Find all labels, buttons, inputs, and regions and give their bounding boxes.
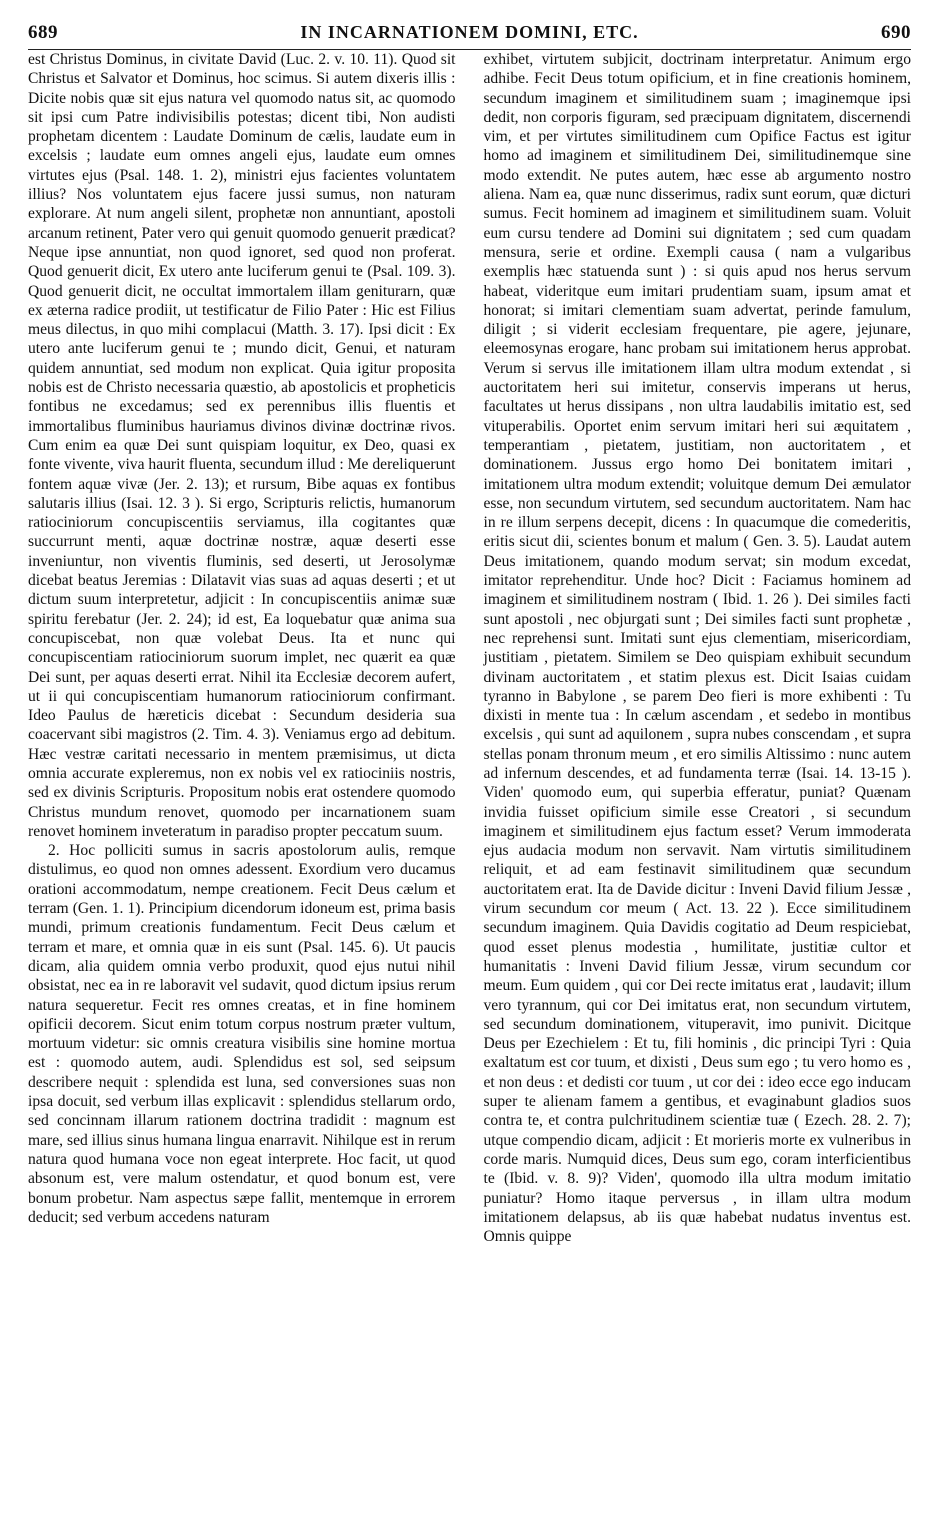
text-columns	[28, 50, 911, 1530]
right-column	[470, 50, 912, 1530]
paragraph: exhibet, virtutem subjicit, doctrinam interpretatur. Animum ergo adhibe. Fecit Deus totum opificium, et in fine creationis hominem, secundum imaginem et similitudinem suam ; imaginemque ipsi dedit, non corporis figuram, sed præcipuam dignitatem, discernendi vim, et per virtutes similitudinem cum Opifice Factus est igitur homo ad imaginem et similitudinem Dei, similitudinemque sine modo extendit. Ne putes autem, hæc esse ab argumento nostro aliena. Nam ea, quæ nunc disserimus, radix sunt eorum, quæ dicturi sumus. Fecit hominem ad imaginem et similitudinem suam. Voluit eum cursu tendere ad Domini sui dignitatem ; sed cum quadam mensura, serie et ordine. Exempli causa ( nam a vulgaribus exemplis hæc statuenda sunt ) : si quis apud nos herus servum habeat, videritque eum imitari prudentiam suam, ipsum amat et honorat; si imitari clementiam suam advertat, perinde famulum, diligit ; si viderit ecclesiam frequentare, pie agere, jejunare, eleemosynas erogare, hanc probam sui imitationem herus approbat. Verum si servus ille imitationem illam ultra modum extendat , si auctoritatem heri sui imitetur, conservis imperans ut herus, facultates ut herus dissipans , non ultra laudabilis imitatio est, sed vituperabilis. Oportet enim servum imitari heri sui æquitatem , temperantiam , pietatem, justitiam, non auctoritatem , et dominationem. Jussus ergo homo Dei bonitatem imitari , imitationem ultra modum extendit; voluitque demum Dei æmulator esse, non secundum virtutem, sed secundum auctoritatem. Nam hac in re illum serpens decepit, dicens : In quacumque die comederitis, eritis sicut dii, scientes bonum et malum ( Gen. 3. 5). Laudat autem Deus imitationem, quando modum servat; sin modum excedat, imitator reprehenditur. Unde hoc? Dicit : Faciamus hominem ad imaginem et similitudinem nostram ( Ibid. 1. 26 ). Dei similes facti sunt apostoli , nec objurgati sunt ; Dei similes facti sunt prophetæ , nec reprehensi sunt. Imitati sunt ejus clementiam, misericordiam, justitiam , pietatem. Similem se Deo quispiam exhibuit secundum divinam auctoritatem , et statim plexus est. Dicit Isaias cuidam tyranno in Babylone , se parem Deo fieri is more exhibenti : Tu dixisti in mente tua : In cælum ascendam , et sedebo in montibus excelsis , qui sunt ad aquilonem , supra nubes conscendam , et supra stellas ponam thronum meum , et ero similis Altissimo : nunc autem ad infernum descendes, et ad fundamenta terræ (Isai. 14. 13-15 ). Viden' quomodo eum, qui superbia efferatur, puniat? Quænam invidia fuisset opificium simile esse Creatori , si secundum imaginem et similitudinem ejus factum esset? Verum immoderata ejus audacia modum non servavit. Nam virtutis similitudinem reliquit, et ad eam festinavit similitudinem quæ secundum auctoritatem erat. Ita de Davide dicitur : Inveni David filium Jessæ , virum secundum cor meum ( Act. 13. 22 ). Ecce similitudinem secundum imaginem. Quia Davidis cogitatio ad Deum respiciebat, quod esset plenus modestia , humilitate, justitiæ cultor et humanitatis : Inveni David filium Jessæ, virum secundum cor meum. Eum quidem , qui cor Dei recte imitatus erat , laudavit; illum vero tyrannum, qui cor Dei imitatus erat, non secundum virtutem, sed secundum dominationem, vituperavit, imo punivit. Dicitque Deus per Ezechielem : Et tu, fili hominis , dic principi Tyri : Quia exaltatum est cor tuum, et dixisti , Deus sum ego ; tu vero homo es , et non deus : et dedisti cor tuum , ut cor dei : ideo ecce ego inducam super te alienam famem a gentibus, et evaginabunt gladios suos contra te, et contra pulchritudinem scientiæ tuæ ( Ezech. 28. 2. 7); utque compendio dicam, adjicit : Et morieris morte ex vulneribus in corde maris. Numquid dices, Deus sum ego, coram interficientibus te (Ibid. v. 8. 9)? Viden', quomodo illa ultra modum imitatio puniatur? Homo itaque perversus , in illam ultra modum imitationem delapsus, ab iis quæ habebat nudatus inventus est. Omnis quippe	[483, 51, 911, 1246]
paragraph: est Christus Dominus, in civitate David (Luc. 2. v. 10. 11). Quod sit Christus et Salvator et Dominus, hoc scimus. Si autem dixeris illis : Dicite nobis quæ sit ejus natura vel quomodo natus sit, ac quomodo sit ipsi cum Patre indivisibilis potestas; dicent tibi, Non audisti prophetam dicentem : Laudate Dominum de cælis, laudate eum in excelsis ; laudate eum omnes angeli ejus, laudate eum omnes virtutes ejus (Psal. 148. 1. 2), ministri ejus facientes voluntatem illius? Nos voluntatem ejus facere jussi sumus, non naturam explorare. At num angeli silent, prophetæ non annuntiant, apostoli arcanum retinent, Pater vero qui genuit quomodo genuerit prædicat? Neque ipse annuntiat, non quod ignoret, sed quod non proferat. Quod genuerit dicit, Ex utero ante luciferum genui te (Psal. 109. 3). Quod genuerit dicit, ne occultat immortalem illam geniturarn, quæ ex æterna radice prodiit, ut testificatur de Filio Pater : Hic est Filius meus dilectus, in quo mihi complacui (Matth. 3. 17). Ipsi dicit : Ex utero ante luciferum genui te ; mundo dicit, Genui, et naturam quidem annuntiat, sed modum non explicat. Quia igitur proposita nobis est de Christo necessaria quæstio, ab apostolicis et propheticis fontibus ne excedamus; sed ex perennibus illis fluentis et immortalibus fluminibus hauriamus divinos divinæ doctrinæ rivos. Cum enim ea quæ Dei sunt quispiam loquitur, ex Deo, quasi ex fonte vivente, viva haurit fluenta, secundum illud : Me dereliquerunt fontem aquæ vivæ (Jer. 2. 13); et rursum, Bibe aquas ex fontibus salutaris illius (Isai. 12. 3 ). Si ergo, Scripturis relictis, humanorum ratiociniorum concupiscentiis serviamus, illa cogitantes quæ succurrunt menti, aquæ doctrinæ nostræ, aquæ deserti esse inveniuntur, non viventis fluminis, sed deserti, ut Jerosolymæ dicebat beatus Jeremias : Dilatavit vias suas ad aquas deserti ; et ut dictum suum interpretetur, adjicit : In concupiscentiis animæ suæ spiritu ferebatur (Jer. 2. 24); id est, Ea loquebatur quæ anima sua concupiscebat, non quæ volebat Deus. Ita et nunc qui concupiscentiam ratiociniorum suorum implet, nec quærit ea quæ Dei sunt, per aquas deserti errat. Nihil ita Ecclesiæ decorem aufert, ut ii qui concupiscentiam humanorum ratiociniorum confirmant. Ideo Paulus de hæreticis dicebat : Secundum desideria sua coacervant sibi magistros (2. Tim. 4. 3). Veniamus ergo ad debitum. Hæc vestræ caritati necessario in mentem præmisimus, ut dicta omnia accurate expleremus, non ex nobis vel ex ratiociniis nostris, sed ex divinis Scripturis. Propositum nobis erat ostendere quomodo Christus mundum renovet, quomodo per incarnationem suam renovet hominem inveteratum in paradiso propter peccatum suum.	[28, 51, 456, 840]
running-title: IN INCARNATIONEM DOMINI, ETC.	[300, 22, 639, 42]
page-number-left: 689	[28, 22, 58, 43]
page-header	[28, 18, 911, 44]
page-number-right: 690	[881, 22, 911, 43]
paragraph: 2. Hoc polliciti sumus in sacris apostolorum aulis, remque distulimus, eo quod non omnes adessent. Exordium vero ducamus orationi accommodatum, nempe creationem. Fecit Deus cælum et terram (Gen. 1. 1). Principium dicendorum idoneum est, prima basis mundi, primum creationis fundamentum. Fecit Deus cælum et terram et mare, et omnia quæ in eis sunt (Psal. 145. 6). Ut paucis dicam, alia quidem omnia verbo produxit, quod ejus nutui nihil obsistat, nec ea in re laboravit vel sudavit, quod dictum ipsius rerum natura sequeretur. Fecit res omnes creatas, et in fine hominem opificii decorem. Sicut enim totum corpus nostrum præter vultum, mortuum videtur: sic omnis creatura visibilis sine homine mortua est : quomodo autem, audi. Splendidus est sol, sed seipsum describere nequit : splendida est luna, sed conversiones suas non ipsa docuit, sed verbum illas explicavit : splendidus stellarum ordo, sed concinnam illarum rationem doctrina tradidit : magnum est mare, sed illius sinus humana lingua enarravit. Nihilque est in rerum natura quod humana voce non egeat interprete. Hoc facit, ut quod absonum est, vere malum ostendatur, et quod bonum est, vere bonum probetur. Nam aspectus sæpe fallit, mentemque in errorem deducit; sed verbum accedens naturam	[28, 842, 456, 1226]
left-column	[28, 50, 470, 1530]
